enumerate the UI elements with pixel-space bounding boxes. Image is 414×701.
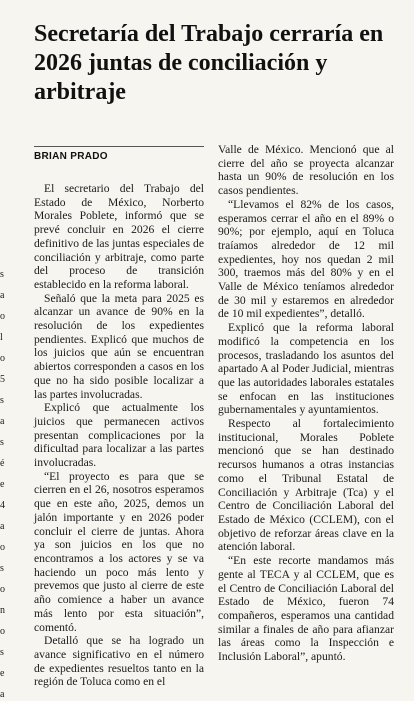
edge-fragment: s bbox=[0, 563, 4, 574]
edge-fragment: o bbox=[0, 626, 5, 637]
edge-fragment: s bbox=[0, 647, 4, 658]
edge-fragment: a bbox=[0, 416, 5, 427]
edge-fragment: l bbox=[0, 332, 3, 343]
paragraph: “En este recorte mandamos más gente al TECA y al CCLEM, que es el Centro de Conciliación Laboral del Estado de México, fueron 74 compañeros, esperamos una cantidad similar a finales de año para afianzar las áreas como la Inspección e Inclusión Laboral”, apuntó. bbox=[218, 554, 394, 664]
edge-fragment: e bbox=[0, 668, 5, 679]
adjacent-column-fragment bbox=[0, 0, 14, 700]
paragraph: Señaló que la meta para 2025 es alcanzar un avance de 90% en la resolución de los expedientes pendientes. Explicó que muchos de los juicios que aún se encuentran abiertos corresponden a casos en los que no ha sido posible localizar a las partes involucradas. bbox=[34, 291, 204, 401]
paragraph: Detalló que se ha logrado un avance significativo en el número de expedientes resueltos tanto en la región de Toluca como en el bbox=[34, 634, 204, 689]
edge-fragment: o bbox=[0, 311, 5, 322]
edge-fragment: 5 bbox=[0, 374, 5, 385]
edge-fragment: o bbox=[0, 584, 5, 595]
paragraph: “Llevamos el 82% de los casos, esperamos cerrar el año en el 89% o 90%; por ejemplo, aquí en Toluca traíamos alrededor de 12 mil expedientes, hoy nos quedan 2 mil 300, traemos más del 80% y en el Valle de México teníamos alrededor de 30 mil y estaremos en alrededor de 10 mil expedientes”, detalló. bbox=[218, 197, 394, 321]
edge-fragment: a bbox=[0, 290, 5, 301]
edge-fragment: o bbox=[0, 542, 5, 553]
edge-fragment: s bbox=[0, 395, 4, 406]
byline-rule bbox=[34, 146, 204, 147]
headline: Secretaría del Trabajo cerraría en 2026 juntas de conciliación y arbitraje bbox=[34, 21, 384, 105]
edge-fragment: e bbox=[0, 479, 5, 490]
paragraph: Explicó que actualmente los juicios que permanecen activos presentan complicaciones por la dificultad para localizar a las partes involucradas. bbox=[34, 401, 204, 470]
edge-fragment: a bbox=[0, 689, 5, 700]
article-column-2 bbox=[218, 143, 394, 664]
edge-fragment: a bbox=[0, 521, 5, 532]
byline: BRIAN PRADO bbox=[34, 151, 108, 162]
paragraph: Explicó que la reforma laboral modificó la competencia en los procesos, trasladando los asuntos del apartado A al Poder Judicial, mientras que las autoridades laborales estatales se enfocan en las instituciones gubernamentales y ayuntamientos. bbox=[218, 321, 394, 417]
paragraph: Respecto al fortalecimiento institucional, Morales Poblete mencionó que se han destinado recursos humanos a otras instancias como el Tribunal Estatal de Conciliación y Arbitraje (Tca) y el Centro de Conciliación Laboral del Estado de México (CCLEM), con el objetivo de reforzar áreas clave en la atención laboral. bbox=[218, 417, 394, 554]
edge-fragment: n bbox=[0, 605, 5, 616]
paragraph: El secretario del Trabajo del Estado de México, Norberto Morales Poblete, informó que se prevé concluir en 2026 el cierre definitivo de las juntas especiales de conciliación y arbitraje, como parte del proceso de transición establecido en la reforma laboral. bbox=[34, 182, 204, 291]
edge-fragment: s bbox=[0, 437, 4, 448]
paragraph-continued: Valle de México. Mencionó que al cierre del año se proyecta alcanzar hasta un 90% de resolución en los casos pendientes. bbox=[218, 143, 394, 198]
edge-fragment: o bbox=[0, 353, 5, 364]
edge-fragment: 4 bbox=[0, 500, 5, 511]
paragraph: “El proyecto es para que se cierren en el 26, nosotros esperamos que en este año, 2025, demos un jalón importante y en 2026 poder concluir el cierre de juntas. Ahora ya son juicios en los que no encontramos a los actores y se va haciendo un poco más lento y prevemos que justo al cierre de este año comience a haber un avance más lento por esta situación”, comentó. bbox=[34, 469, 204, 634]
article-column-1 bbox=[34, 182, 204, 689]
edge-fragment: s bbox=[0, 269, 4, 280]
edge-fragment: é bbox=[0, 458, 5, 469]
